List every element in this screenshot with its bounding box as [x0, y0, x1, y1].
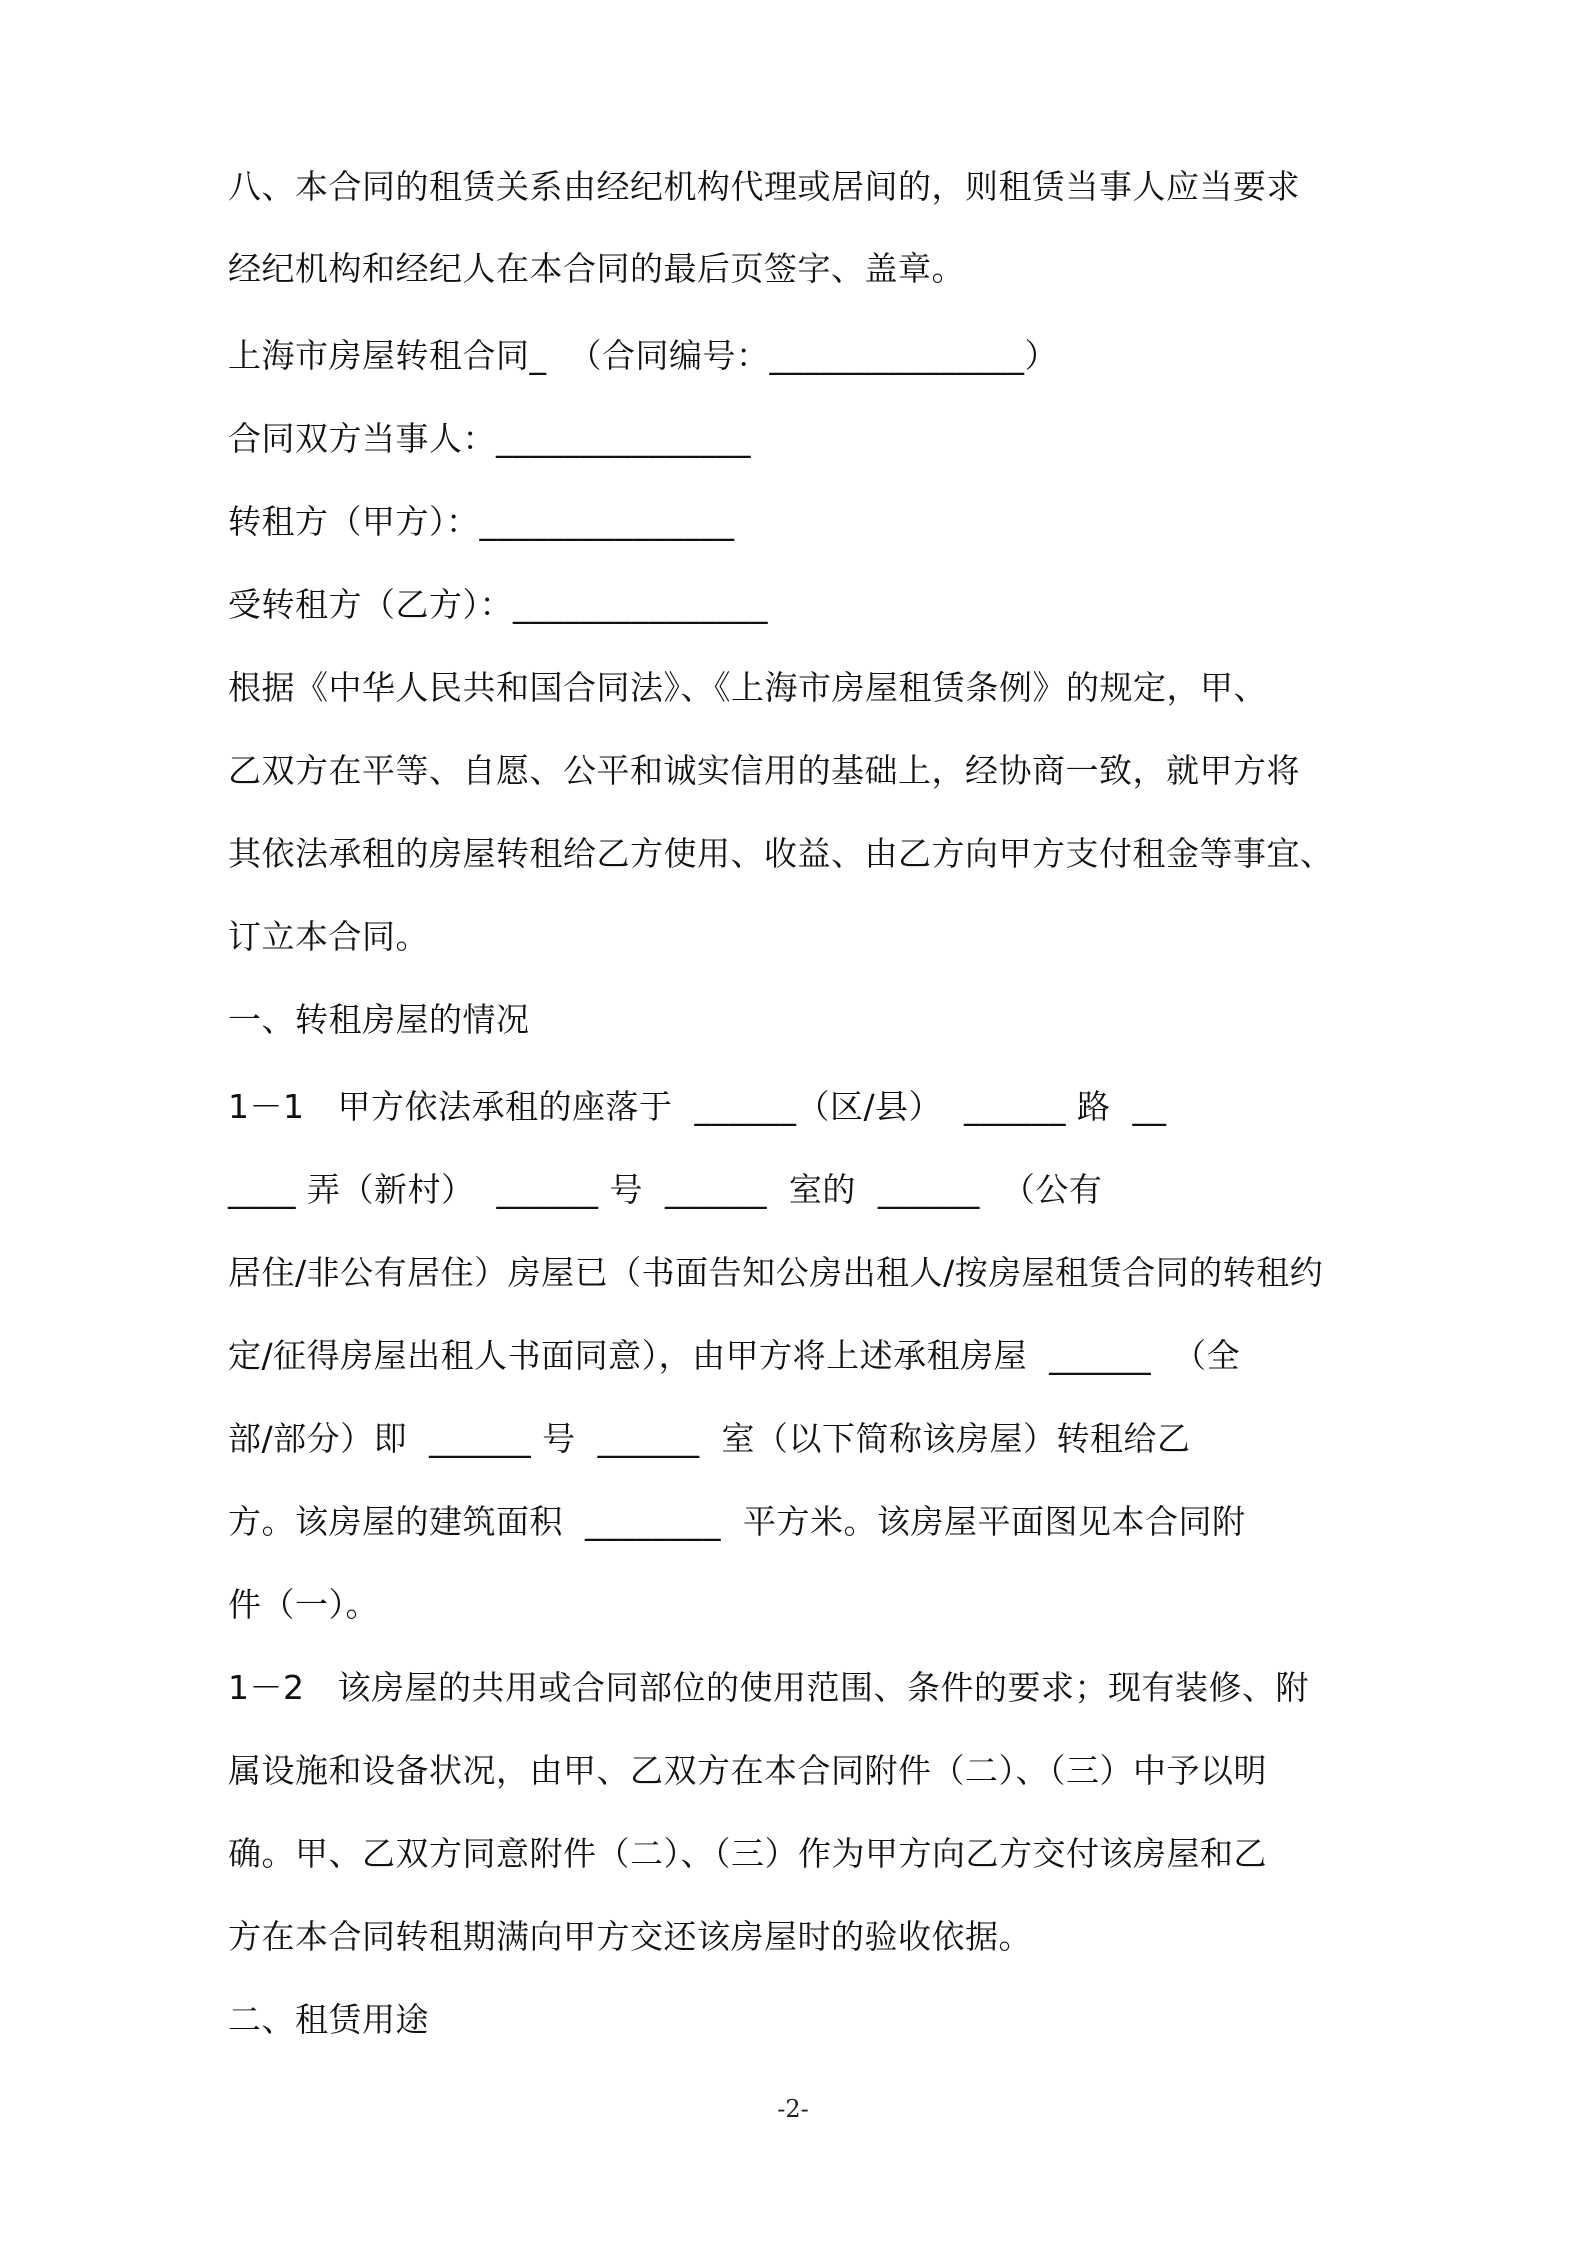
clause-8-line-1: 八、本合同的租赁关系由经纪机构代理或居间的，则租赁当事人应当要求	[228, 167, 1300, 206]
party-b-line: 受转租方（乙方）：_______________	[228, 585, 768, 624]
section-2-heading: 二、租赁用途	[228, 2000, 429, 2039]
clause-1-2-line-1: 1－2 该房屋的共用或合同部位的使用范围、条件的要求；现有装修、附	[228, 1668, 1309, 1707]
contract-title-line: 上海市房屋转租合同_ （合同编号：_______________）	[228, 336, 1058, 375]
clause-1-1-line-4: 定/征得房屋出租人书面同意），由甲方将上述承租房屋 ______ （全	[228, 1336, 1241, 1375]
party-a-line: 转租方（甲方）：_______________	[228, 502, 735, 541]
preamble-line-2: 乙双方在平等、自愿、公平和诚实信用的基础上，经协商一致，就甲方将	[228, 751, 1300, 790]
clause-1-1-line-3: 居住/非公有居住）房屋已（书面告知公房出租人/按房屋租赁合同的转租约	[228, 1253, 1324, 1292]
clause-8-line-2: 经纪机构和经纪人在本合同的最后页签字、盖章。	[228, 249, 965, 288]
parties-line: 合同双方当事人：_______________	[228, 419, 751, 458]
preamble-line-4: 订立本合同。	[228, 917, 429, 956]
preamble-line-3: 其依法承租的房屋转租给乙方使用、收益、由乙方向甲方支付租金等事宜、	[228, 834, 1334, 873]
clause-1-1-line-5: 部/部分）即 ______ 号 ______ 室（以下简称该房屋）转租给乙	[228, 1419, 1191, 1458]
clause-1-1-line-6: 方。该房屋的建筑面积 ________ 平方米。该房屋平面图见本合同附	[228, 1502, 1246, 1541]
page-number: -2-	[777, 2095, 809, 2123]
clause-1-2-line-3: 确。甲、乙双方同意附件（二）、（三）作为甲方向乙方交付该房屋和乙	[228, 1834, 1267, 1873]
clause-1-1-line-7: 件（一）。	[228, 1585, 379, 1624]
clause-1-1-line-1: 1－1 甲方依法承租的座落于 ______（区/县） ______ 路 __	[228, 1087, 1167, 1126]
preamble-line-1: 根据《中华人民共和国合同法》、《上海市房屋租赁条例》的规定，甲、	[228, 668, 1267, 707]
section-1-heading: 一、转租房屋的情况	[228, 1000, 530, 1039]
clause-1-2-line-2: 属设施和设备状况，由甲、乙双方在本合同附件（二）、（三）中予以明	[228, 1751, 1267, 1790]
clause-1-2-line-4: 方在本合同转租期满向甲方交还该房屋时的验收依据。	[228, 1917, 1032, 1956]
clause-1-1-line-2: ____ 弄（新村） ______ 号 ______ 室的 ______ （公有	[228, 1170, 1103, 1209]
